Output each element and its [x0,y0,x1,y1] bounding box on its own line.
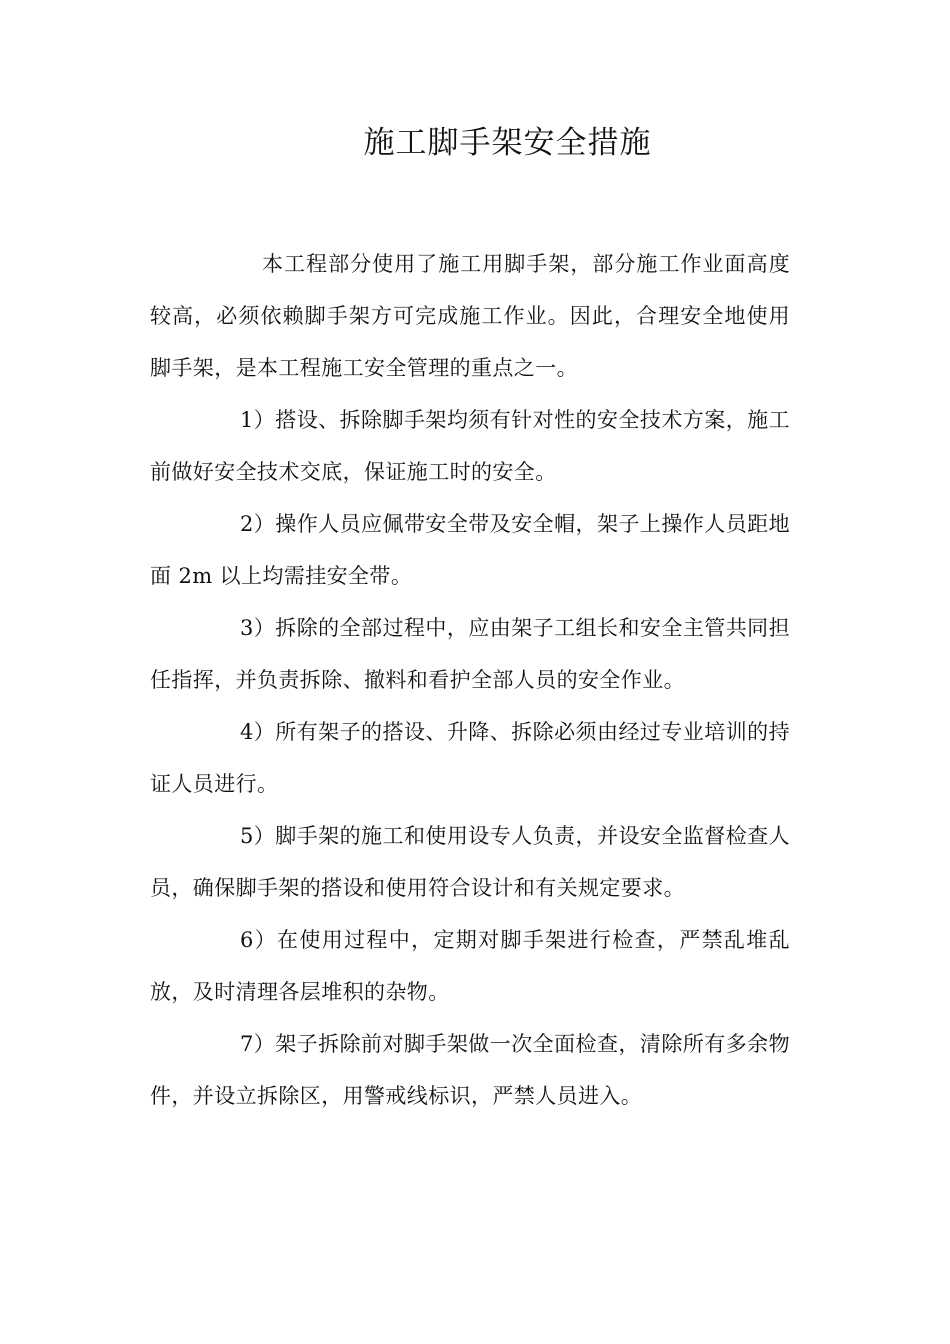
measure-paragraph-7: 7）架子拆除前对脚手架做一次全面检查，清除所有多余物件，并设立拆除区，用警戒线标识，严禁人员进入。 [150,1032,790,1108]
document-title: 施工脚手架安全措施 [363,125,652,161]
measure-paragraph-5: 5）脚手架的施工和使用设专人负责，并设安全监督检查人员，确保脚手架的搭设和使用符合设计和有关规定要求。 [150,824,790,900]
measure-paragraph-2: 2）操作人员应佩带安全带及安全帽，架子上操作人员距地面 2m 以上均需挂安全带。 [150,512,790,588]
document-body [150,238,790,1122]
measure-paragraph-3: 3）拆除的全部过程中，应由架子工组长和安全主管共同担任指挥，并负责拆除、撤料和看护全部人员的安全作业。 [150,616,790,692]
measure-paragraph-1: 1）搭设、拆除脚手架均须有针对性的安全技术方案，施工前做好安全技术交底，保证施工时的安全。 [150,408,790,484]
measure-paragraph-4: 4）所有架子的搭设、升降、拆除必须由经过专业培训的持证人员进行。 [150,720,790,796]
intro-paragraph: 本工程部分使用了施工用脚手架，部分施工作业面高度较高，必须依赖脚手架方可完成施工作业。因此，合理安全地使用脚手架，是本工程施工安全管理的重点之一。 [150,252,790,380]
measure-paragraph-6: 6）在使用过程中，定期对脚手架进行检查，严禁乱堆乱放，及时清理各层堆积的杂物。 [150,928,790,1004]
